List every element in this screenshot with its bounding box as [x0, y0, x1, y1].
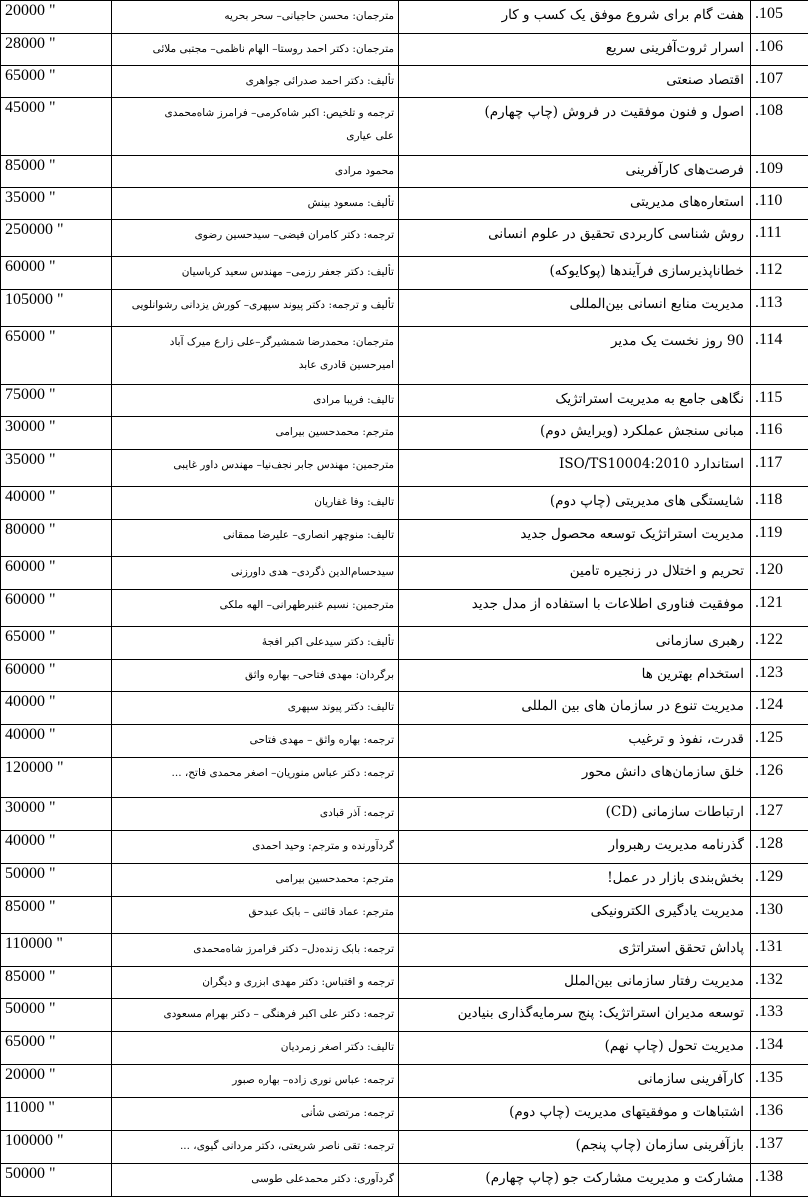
table-row	[1, 999, 808, 1032]
author-line: برگردان: مهدی فتاحی– بهاره واثق	[245, 669, 394, 681]
table-row	[1, 692, 808, 725]
author-line: امیرحسین قادری عابد	[298, 359, 394, 371]
table-row	[1, 520, 808, 557]
row-number: 111.	[751, 220, 808, 257]
book-title: رهبری سازمانی	[399, 627, 751, 660]
row-number: 136.	[751, 1098, 808, 1131]
book-price: 80000 "	[1, 520, 112, 557]
author-line: تالیف: فریبا مرادی	[313, 394, 394, 406]
row-number: 116.	[751, 417, 808, 450]
author-line: ترجمه: بهاره واثق – مهدی فتاحی	[249, 734, 394, 746]
table-row	[1, 188, 808, 220]
row-number: 122.	[751, 627, 808, 660]
row-number: 108.	[751, 98, 808, 156]
row-number: 129.	[751, 864, 808, 897]
book-price: 45000 "	[1, 98, 112, 156]
book-price: 40000 "	[1, 725, 112, 758]
author-line: ترجمه و تلخیص: اکبر شاه‌کرمی– فرامرز شاه‌محمدی	[164, 107, 394, 119]
book-authors	[112, 897, 399, 934]
book-authors	[112, 692, 399, 725]
author-line: تألیف: دکتر سیدعلی اکبر افجهٔ	[261, 636, 394, 648]
book-title: مدیریت منابع انسانی بین‌المللی	[399, 290, 751, 327]
author-line: ترجمه: دکتر کامران فیضی– سیدحسین رضوی	[194, 229, 394, 241]
book-price: 35000 "	[1, 188, 112, 220]
book-authors	[112, 798, 399, 831]
table-row	[1, 798, 808, 831]
row-number: 124.	[751, 692, 808, 725]
book-price: 20000 "	[1, 1, 112, 34]
book-title: تحریم و اختلال در زنجیره تامین	[399, 557, 751, 590]
table-row	[1, 417, 808, 450]
table-row	[1, 1065, 808, 1098]
author-line: ترجمه: عباس نوری زاده– بهاره صبور	[232, 1074, 394, 1086]
book-title: اصول و فنون موفقیت در فروش (چاپ چهارم)	[399, 98, 751, 156]
book-authors	[112, 1065, 399, 1098]
row-number: 105.	[751, 1, 808, 34]
author-line: ترجمه: مرتضی شأنی	[301, 1107, 394, 1119]
book-authors	[112, 417, 399, 450]
table-row	[1, 327, 808, 385]
book-title: خطاناپذیرسازی فرآیندها (پوکایوکه)	[399, 257, 751, 290]
book-title: مشارکت و مدیریت مشارکت جو (چاپ چهارم)	[399, 1164, 751, 1197]
book-authors	[112, 188, 399, 220]
book-authors	[112, 257, 399, 290]
row-number: 135.	[751, 1065, 808, 1098]
book-title: استخدام بهترین ها	[399, 660, 751, 692]
book-title: اشتباهات و موفقیتهای مدیریت (چاپ دوم)	[399, 1098, 751, 1131]
table-row	[1, 220, 808, 257]
row-number: 132.	[751, 967, 808, 999]
author-line: مترجمان: محمدرضا شمشیرگر–علی زارع میرک آباد	[169, 336, 394, 348]
book-price: 60000 "	[1, 257, 112, 290]
book-authors	[112, 1131, 399, 1164]
author-line: مترجمین: نسیم غنبرطهرانی– الهه ملکی	[219, 599, 394, 611]
table-row	[1, 385, 808, 417]
table-row	[1, 557, 808, 590]
row-number: 137.	[751, 1131, 808, 1164]
row-number: 120.	[751, 557, 808, 590]
book-price: 65000 "	[1, 66, 112, 98]
book-title: پاداش تحقق استراتژی	[399, 934, 751, 967]
row-number: 107.	[751, 66, 808, 98]
book-price: 120000 "	[1, 758, 112, 798]
book-price: 60000 "	[1, 590, 112, 627]
row-number: 110.	[751, 188, 808, 220]
book-authors	[112, 34, 399, 66]
book-title: روش شناسی کاربردی تحقیق در علوم انسانی	[399, 220, 751, 257]
table-row	[1, 627, 808, 660]
book-title: قدرت، نفوذ و ترغیب	[399, 725, 751, 758]
book-price: 40000 "	[1, 831, 112, 864]
book-title: مدیریت رفتار سازمانی بین‌الملل	[399, 967, 751, 999]
table-row	[1, 66, 808, 98]
row-number: 123.	[751, 660, 808, 692]
book-title: بازآفرینی سازمان (چاپ پنجم)	[399, 1131, 751, 1164]
author-line: تألیف و ترجمه: دکتر پیوند سپهری– کورش یزدانی رشوانلویی	[131, 299, 394, 311]
book-price: 110000 "	[1, 934, 112, 967]
book-price: 105000 "	[1, 290, 112, 327]
book-authors	[112, 1, 399, 34]
book-authors	[112, 520, 399, 557]
table-row	[1, 725, 808, 758]
row-number: 109.	[751, 156, 808, 188]
book-title: اقتصاد صنعتی	[399, 66, 751, 98]
book-price: 28000 "	[1, 34, 112, 66]
row-number: 133.	[751, 999, 808, 1032]
book-authors	[112, 934, 399, 967]
author-line: مترجمین: مهندس جابر نجف‌نیا– مهندس داور غایبی	[173, 459, 394, 471]
book-price: 50000 "	[1, 999, 112, 1032]
book-price: 65000 "	[1, 627, 112, 660]
table-row	[1, 34, 808, 66]
table-row	[1, 1164, 808, 1197]
table-row	[1, 98, 808, 156]
book-table-body	[1, 1, 808, 1197]
book-price: 35000 "	[1, 450, 112, 487]
row-number: 106.	[751, 34, 808, 66]
row-number: 121.	[751, 590, 808, 627]
book-authors	[112, 660, 399, 692]
table-row	[1, 1032, 808, 1065]
book-authors	[112, 290, 399, 327]
book-price: 85000 "	[1, 156, 112, 188]
book-authors	[112, 1098, 399, 1131]
table-row	[1, 156, 808, 188]
author-line: تالیف: وفا غفاریان	[314, 496, 394, 508]
book-price: 40000 "	[1, 692, 112, 725]
book-title: مبانی سنجش عملکرد (ویرایش دوم)	[399, 417, 751, 450]
row-number: 127.	[751, 798, 808, 831]
author-line: مترجم: محمدحسین بیرامی	[275, 873, 394, 885]
row-number: 138.	[751, 1164, 808, 1197]
author-line: سیدحسام‌الدین ذگردی– هدی داورزنی	[231, 566, 394, 578]
table-row	[1, 967, 808, 999]
author-line: گردآوری: دکتر محمدعلی طوسی	[251, 1173, 394, 1185]
author-line: مترجم: محمدحسین بیرامی	[275, 426, 394, 438]
author-line: علی عیاری	[346, 130, 394, 142]
table-row	[1, 934, 808, 967]
book-authors	[112, 220, 399, 257]
row-number: 112.	[751, 257, 808, 290]
book-authors	[112, 758, 399, 798]
author-line: ترجمه: تقی ناصر شریعتی، دکتر مردانی گیوی، ...	[179, 1140, 394, 1152]
book-authors	[112, 98, 399, 156]
row-number: 117.	[751, 450, 808, 487]
author-line: تالیف: دکتر پیوند سپهری	[287, 701, 394, 713]
book-authors	[112, 725, 399, 758]
book-price: 60000 "	[1, 557, 112, 590]
book-title: ارتباطات سازمانی (CD)	[399, 798, 751, 831]
book-price: 20000 "	[1, 1065, 112, 1098]
author-line: تألیف: مسعود بینش	[307, 197, 394, 209]
book-authors	[112, 1164, 399, 1197]
book-authors	[112, 385, 399, 417]
book-title: کارآفرینی سازمانی	[399, 1065, 751, 1098]
book-price: 75000 "	[1, 385, 112, 417]
author-line: تالیف: دکتر اصغر زمردیان	[280, 1041, 394, 1053]
author-line: تألیف: دکتر جعفر رزمی– مهندس سعید کرباسیان	[181, 266, 394, 278]
book-title: گذرنامه مدیریت رهبروار	[399, 831, 751, 864]
book-authors	[112, 999, 399, 1032]
author-line: مترجمان: دکتر احمد روستا– الهام ناظمی– مجتبی ملائی	[152, 43, 394, 55]
book-price: 65000 "	[1, 1032, 112, 1065]
author-line: ترجمه: بابک زنده‌دل– دکتر فرامرز شاه‌محمدی	[193, 943, 394, 955]
author-line: ترجمه: آذر قبادی	[319, 807, 394, 819]
author-line: تألیف: دکتر احمد صدرائی جواهری	[245, 75, 394, 87]
row-number: 125.	[751, 725, 808, 758]
book-authors	[112, 66, 399, 98]
book-price: 30000 "	[1, 417, 112, 450]
book-price: 60000 "	[1, 660, 112, 692]
book-authors	[112, 1032, 399, 1065]
book-authors	[112, 450, 399, 487]
book-title: استاندارد ISO/TS10004:2010	[399, 450, 751, 487]
table-row	[1, 450, 808, 487]
table-row	[1, 831, 808, 864]
row-number: 128.	[751, 831, 808, 864]
row-number: 118.	[751, 487, 808, 520]
row-number: 134.	[751, 1032, 808, 1065]
table-row	[1, 290, 808, 327]
table-row	[1, 1098, 808, 1131]
row-number: 131.	[751, 934, 808, 967]
book-title: بخش‌بندی بازار در عمل!	[399, 864, 751, 897]
book-price: 85000 "	[1, 897, 112, 934]
table-row	[1, 1131, 808, 1164]
book-authors	[112, 487, 399, 520]
book-price: 11000 "	[1, 1098, 112, 1131]
author-line: ترجمه: دکتر عباس منوریان– اصغر محمدی فاتح، ...	[171, 767, 394, 779]
table-row	[1, 487, 808, 520]
book-title: شایستگی های مدیریتی (چاپ دوم)	[399, 487, 751, 520]
author-line: مترجمان: محسن حاجیانی– سحر بحریه	[224, 10, 394, 22]
author-line: ترجمه و اقتباس: دکتر مهدی ابزری و دیگران	[202, 976, 394, 988]
book-authors	[112, 864, 399, 897]
author-line: تالیف: منوچهر انصاری– علیرضا ممقانی	[223, 529, 394, 541]
book-authors	[112, 590, 399, 627]
author-line: گردآورنده و مترجم: وحید احمدی	[252, 840, 394, 852]
book-price: 65000 "	[1, 327, 112, 385]
book-title: 90 روز نخست یک مدیر	[399, 327, 751, 385]
table-row	[1, 864, 808, 897]
table-row	[1, 590, 808, 627]
book-price: 30000 "	[1, 798, 112, 831]
book-price: 85000 "	[1, 967, 112, 999]
author-line: محمود مرادی	[334, 165, 394, 177]
book-authors	[112, 557, 399, 590]
table-row	[1, 660, 808, 692]
row-number: 130.	[751, 897, 808, 934]
book-price: 250000 "	[1, 220, 112, 257]
book-price: 40000 "	[1, 487, 112, 520]
book-authors	[112, 156, 399, 188]
book-title: توسعه مدیران استراتژیک: پنج سرمایه‌گذاری بنیادین	[399, 999, 751, 1032]
row-number: 114.	[751, 327, 808, 385]
row-number: 113.	[751, 290, 808, 327]
row-number: 119.	[751, 520, 808, 557]
book-authors	[112, 627, 399, 660]
book-title: استعاره‌های مدیریتی	[399, 188, 751, 220]
table-row	[1, 897, 808, 934]
book-title: اسرار ثروت‌آفرینی سریع	[399, 34, 751, 66]
book-authors	[112, 831, 399, 864]
book-title: فرصت‌های کارآفرینی	[399, 156, 751, 188]
book-title: مدیریت تحول (چاپ نهم)	[399, 1032, 751, 1065]
book-title: موفقیت فناوری اطلاعات با استفاده از مدل جدید	[399, 590, 751, 627]
book-title: مدیریت استراتژیک توسعه محصول جدید	[399, 520, 751, 557]
row-number: 115.	[751, 385, 808, 417]
book-authors	[112, 327, 399, 385]
book-price: 50000 "	[1, 864, 112, 897]
table-row	[1, 1, 808, 34]
book-title: خلق سازمان‌های دانش محور	[399, 758, 751, 798]
table-row	[1, 257, 808, 290]
book-authors	[112, 967, 399, 999]
author-line: ترجمه: دکتر علی اکبر فرهنگی – دکتر بهرام مسعودی	[163, 1008, 394, 1020]
book-price: 100000 "	[1, 1131, 112, 1164]
book-title: مدیریت تنوع در سازمان های بین المللی	[399, 692, 751, 725]
book-title: هفت گام برای شروع موفق یک کسب و کار	[399, 1, 751, 34]
book-title: نگاهی جامع به مدیریت استراتژیک	[399, 385, 751, 417]
table-row	[1, 758, 808, 798]
row-number: 126.	[751, 758, 808, 798]
author-line: مترجم: عماد قائنی – بابک عبدحق	[248, 906, 394, 918]
book-price: 50000 "	[1, 1164, 112, 1197]
book-title: مدیریت یادگیری الکترونیکی	[399, 897, 751, 934]
